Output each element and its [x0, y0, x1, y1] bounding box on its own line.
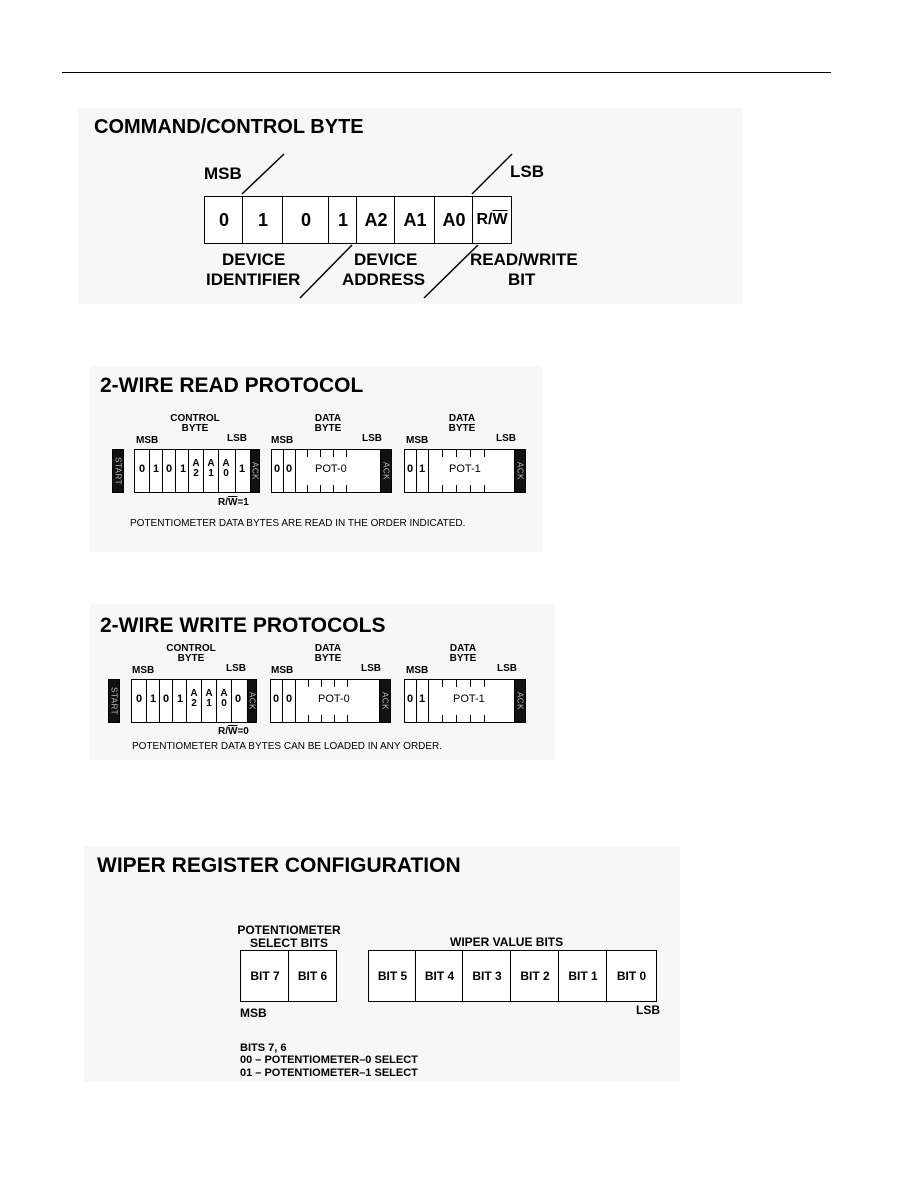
read-pot1-msb: MSB	[406, 435, 429, 446]
wiper-legend-1: BITS 7, 6	[240, 1042, 287, 1054]
write-ctrl-bit-a2: A 2	[190, 688, 198, 709]
read-protocol-panel	[90, 366, 542, 552]
write-ctrl-lsb: LSB	[226, 663, 246, 674]
rw-bit-label-1: READ/WRITE	[470, 250, 578, 269]
rw-bit-label-2: BIT	[508, 270, 536, 289]
write-pot0-label: POT-0	[318, 693, 350, 705]
header-rule	[62, 72, 831, 73]
write-control-byte-heading: CONTROL BYTE	[166, 643, 216, 664]
read-ack-1: ACK	[250, 449, 260, 493]
read-ctrl-bit-5: 0	[166, 463, 173, 475]
write-ctrl-bit-6: 1	[150, 693, 157, 705]
write-data-byte-heading-0: DATA BYTE	[314, 643, 342, 664]
device-address-label-2: ADDRESS	[342, 270, 426, 289]
write-ctrl-bit-0: 0	[235, 693, 242, 705]
write-pot1-bit-6: 1	[419, 693, 426, 705]
write-pot0-msb: MSB	[271, 665, 294, 676]
command-bit-5: 0	[282, 196, 330, 244]
read-pot1-bit-6: 1	[419, 463, 426, 475]
wiper-bit-2: BIT 2	[510, 950, 560, 1002]
wiper-value-heading: WIPER VALUE BITS	[450, 935, 564, 949]
wiper-register-panel	[84, 846, 680, 1082]
read-rw-label: $R/\overline{W}=1$	[218, 497, 249, 508]
write-ctrl-msb: MSB	[132, 665, 155, 676]
read-pot0-msb: MSB	[271, 435, 294, 446]
write-protocol-title: 2-WIRE WRITE PROTOCOLS	[100, 614, 386, 637]
command-byte-title: COMMAND/CONTROL BYTE	[94, 116, 364, 138]
write-pot0-bit-6: 0	[286, 693, 293, 705]
read-ack-2: ACK	[380, 449, 392, 493]
command-bit-1: A0	[434, 196, 474, 244]
read-start-bit: START	[112, 449, 124, 493]
wiper-bit-6: BIT 6	[288, 950, 337, 1002]
pot-select-heading: POTENTIOMETER SELECT BITS	[237, 923, 341, 950]
wiper-bit-0: BIT 0	[606, 950, 657, 1002]
read-pot1-label: POT-1	[449, 463, 481, 475]
write-pot1-msb: MSB	[406, 665, 429, 676]
command-msb-label: MSB	[204, 164, 242, 183]
write-ack-2: ACK	[379, 679, 391, 723]
read-note: POTENTIOMETER DATA BYTES ARE READ IN THE ORDER INDICATED.	[130, 518, 466, 529]
command-bit-2: A1	[394, 196, 436, 244]
read-pot0-bit-6: 0	[286, 463, 293, 475]
command-bit-4: 1	[328, 196, 358, 244]
wiper-bit-3: BIT 3	[462, 950, 512, 1002]
command-bit-3: A2	[356, 196, 396, 244]
write-ctrl-bit-a1: A 1	[205, 688, 213, 709]
wiper-bit-5: BIT 5	[368, 950, 417, 1002]
read-ctrl-bit-a0: A 0	[222, 458, 230, 479]
wiper-legend-3: 01 – POTENTIOMETER–1 SELECT	[240, 1067, 418, 1079]
read-data-byte-heading-1: DATA BYTE	[448, 413, 476, 434]
write-ctrl-bit-4: 1	[177, 693, 184, 705]
read-ctrl-bit-4: 1	[180, 463, 187, 475]
read-pot0-label: POT-0	[315, 463, 347, 475]
write-ctrl-bit-5: 0	[163, 693, 170, 705]
wiper-legend-2: 00 – POTENTIOMETER–0 SELECT	[240, 1054, 418, 1066]
read-pot0-lsb: LSB	[362, 433, 382, 444]
read-ctrl-bit-a1: A 1	[207, 458, 215, 479]
command-bit-7: 0	[204, 196, 244, 244]
read-pot0-bit-7: 0	[274, 463, 281, 475]
wiper-bit-4: BIT 4	[415, 950, 464, 1002]
write-pot0-bit-7: 0	[273, 693, 280, 705]
write-note: POTENTIOMETER DATA BYTES CAN BE LOADED IN ANY ORDER.	[132, 741, 443, 752]
write-rw-label: $R/\overline{W}=0$	[218, 726, 249, 737]
write-pot1-label: POT-1	[453, 693, 485, 705]
device-identifier-label-1: DEVICE	[222, 250, 286, 269]
read-control-byte-heading: CONTROL BYTE	[170, 413, 220, 434]
read-ctrl-bit-6: 1	[153, 463, 160, 475]
read-ctrl-bit-0: 1	[239, 463, 246, 475]
command-bit-6: 1	[242, 196, 284, 244]
wiper-lsb: LSB	[636, 1003, 660, 1017]
write-ack-1: ACK	[247, 679, 257, 723]
write-start-bit: START	[108, 679, 120, 723]
write-data-byte-heading-1: DATA BYTE	[449, 643, 477, 664]
read-ctrl-bit-7: 0	[139, 463, 146, 475]
wiper-register-title: WIPER REGISTER CONFIGURATION	[97, 854, 461, 877]
write-ctrl-bit-a0: A 0	[220, 688, 228, 709]
write-pot1-lsb: LSB	[497, 663, 517, 674]
device-identifier-label-2: IDENTIFIER	[206, 270, 301, 289]
command-byte-panel	[78, 108, 743, 304]
read-data-byte-heading-0: DATA BYTE	[314, 413, 342, 434]
read-pot1-lsb: LSB	[496, 433, 516, 444]
wiper-bit-1: BIT 1	[558, 950, 608, 1002]
read-pot1-bit-7: 0	[407, 463, 414, 475]
command-lsb-label: LSB	[510, 162, 544, 181]
read-ack-3: ACK	[514, 449, 526, 493]
device-address-label-1: DEVICE	[354, 250, 418, 269]
command-bit-0-rw: R/ $\overline{W}$	[472, 196, 512, 244]
write-protocol-panel	[90, 604, 555, 760]
read-protocol-title: 2-WIRE READ PROTOCOL	[100, 374, 364, 397]
wiper-bit-7: BIT 7	[240, 950, 290, 1002]
read-ctrl-msb: MSB	[136, 435, 159, 446]
wiper-msb: MSB	[240, 1006, 267, 1020]
write-pot0-lsb: LSB	[361, 663, 381, 674]
write-ack-3: ACK	[514, 679, 526, 723]
write-ctrl-bit-7: 0	[136, 693, 143, 705]
read-ctrl-bit-a2: A 2	[192, 458, 200, 479]
write-pot1-bit-7: 0	[407, 693, 414, 705]
read-ctrl-lsb: LSB	[227, 433, 247, 444]
